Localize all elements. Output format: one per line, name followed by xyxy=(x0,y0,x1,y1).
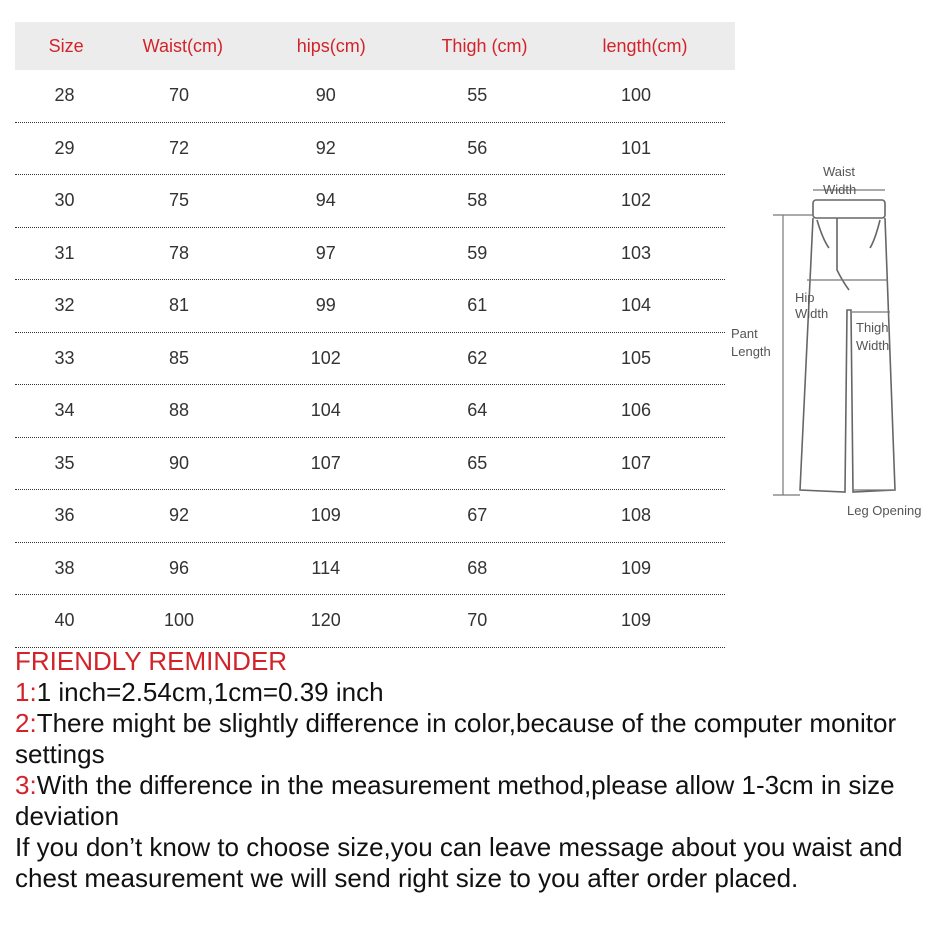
table-cell: 101 xyxy=(620,137,652,158)
table-cell: 70 xyxy=(169,85,190,106)
table-cell: 114 xyxy=(311,557,341,578)
table-row xyxy=(15,228,725,281)
table-cell: 105 xyxy=(620,347,652,368)
table-cell: 90 xyxy=(169,452,190,473)
table-cell: 90 xyxy=(315,85,336,106)
table-cell: 56 xyxy=(467,137,488,158)
header-length: length(cm) xyxy=(602,35,688,56)
table-cell: 33 xyxy=(54,347,75,368)
table-cell: 100 xyxy=(164,610,195,631)
table-cell: 68 xyxy=(467,557,488,578)
table-cell: 40 xyxy=(54,610,75,631)
table-row xyxy=(15,490,725,543)
pant-length-label-2: Length xyxy=(731,344,771,359)
table-cell: 102 xyxy=(310,347,341,368)
table-cell: 36 xyxy=(54,505,75,526)
header-thigh: Thigh (cm) xyxy=(441,35,528,56)
table-cell: 100 xyxy=(620,85,652,106)
table-cell: 32 xyxy=(54,295,75,316)
header-hips: hips(cm) xyxy=(296,35,366,56)
table-cell: 72 xyxy=(169,137,190,158)
table-cell: 34 xyxy=(54,400,75,421)
table-row xyxy=(15,595,725,648)
note-item-2 xyxy=(15,708,935,770)
table-cell: 92 xyxy=(315,137,336,158)
table-cell: 59 xyxy=(467,242,488,263)
note-number: 1: xyxy=(15,677,37,707)
table-cell: 108 xyxy=(620,505,652,526)
table-cell: 103 xyxy=(620,242,652,263)
table-cell: 58 xyxy=(467,190,488,211)
table-cell: 85 xyxy=(169,347,190,368)
table-row xyxy=(15,333,725,386)
table-cell: 104 xyxy=(620,295,652,316)
table-cell: 94 xyxy=(315,190,336,211)
note-text: 1 inch=2.54cm,1cm=0.39 inch xyxy=(36,677,384,707)
reminder-title: FRIENDLY REMINDER xyxy=(15,646,288,676)
note-number: 3: xyxy=(15,770,37,800)
table-row xyxy=(15,543,725,596)
table-cell: 30 xyxy=(54,190,75,211)
pant-length-label: Pant xyxy=(731,326,758,341)
table-cell: 109 xyxy=(310,505,341,526)
pants-measurement-diagram xyxy=(725,160,945,530)
note-item-3 xyxy=(15,770,935,832)
note-number: 2: xyxy=(15,708,37,738)
table-cell: 67 xyxy=(467,505,488,526)
table-cell: 38 xyxy=(54,557,75,578)
header-size: Size xyxy=(48,35,84,56)
table-cell: 109 xyxy=(620,610,652,631)
table-row xyxy=(15,123,725,176)
table-cell: 109 xyxy=(620,557,652,578)
table-cell: 107 xyxy=(620,452,652,473)
thigh-label: Thigh xyxy=(856,320,889,335)
table-cell: 78 xyxy=(169,242,190,263)
table-cell: 88 xyxy=(169,400,190,421)
table-cell: 70 xyxy=(467,610,488,631)
note-footer: If you don’t know to choose size,you can leave message about you waist and chest measurement we will send right size to you after order placed. xyxy=(15,832,903,893)
note-item-1 xyxy=(15,677,935,708)
thigh-label-2: Width xyxy=(856,338,890,353)
leg-opening-label: Leg Opening xyxy=(847,503,922,518)
table-cell: 107 xyxy=(310,452,341,473)
table-cell: 99 xyxy=(315,295,336,316)
table-row xyxy=(15,280,725,333)
waist-label: Waist xyxy=(823,164,856,179)
note-text: With the difference in the measurement method,please allow 1-3cm in size deviation xyxy=(15,770,895,831)
table-cell: 96 xyxy=(169,557,190,578)
table-cell: 81 xyxy=(169,295,190,316)
table-cell: 102 xyxy=(620,190,652,211)
table-cell: 55 xyxy=(467,85,488,106)
table-cell: 64 xyxy=(467,400,488,421)
header-waist: Waist(cm) xyxy=(142,35,223,56)
table-header xyxy=(15,22,735,70)
table-row xyxy=(15,70,725,123)
table-cell: 61 xyxy=(467,295,488,316)
table-cell: 120 xyxy=(310,610,341,631)
table-cell: 28 xyxy=(54,85,75,106)
friendly-reminder xyxy=(15,646,935,894)
table-cell: 29 xyxy=(54,137,75,158)
size-chart-table xyxy=(15,22,735,648)
table-cell: 75 xyxy=(169,190,190,211)
waist-label-2: Width xyxy=(823,182,857,197)
table-row xyxy=(15,385,725,438)
hip-label-2: Width xyxy=(795,306,829,321)
table-cell: 92 xyxy=(169,505,190,526)
table-cell: 104 xyxy=(310,400,341,421)
table-cell: 97 xyxy=(315,242,336,263)
table-cell: 31 xyxy=(54,242,75,263)
table-row xyxy=(15,175,725,228)
note-text: There might be slightly difference in color,because of the computer monitor settings xyxy=(15,708,897,769)
hip-label: Hip xyxy=(795,290,815,305)
table-cell: 62 xyxy=(467,347,488,368)
table-row xyxy=(15,438,725,491)
table-cell: 35 xyxy=(54,452,75,473)
table-cell: 65 xyxy=(467,452,488,473)
table-cell: 106 xyxy=(620,400,652,421)
